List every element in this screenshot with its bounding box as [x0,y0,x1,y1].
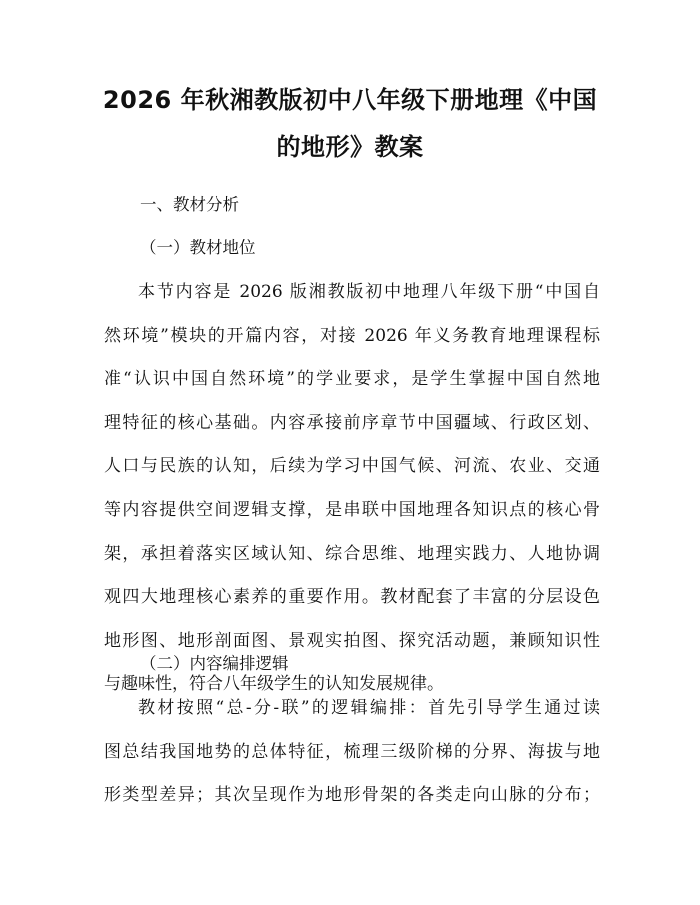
paragraph-line: 教材按照“总-分-联”的逻辑编排：首先引导学生通过读 [138,698,600,718]
subsection-heading-textbook-position: （一）教材地位 [140,238,256,257]
document-title-line-1: 2026 年秋湘教版初中八年级下册地理《中国 [102,86,598,114]
paragraph-line: 然环境”模块的开篇内容，对接 2026 年义务教育地理课程标 [104,325,600,346]
document-title-line-2: 的地形》教案 [276,133,424,161]
paragraph-content-logic [104,698,600,829]
paragraph-textbook-position [104,282,600,718]
paragraph-line: 形类型差异；其次呈现作为地形骨架的各类走向山脉的分布； [104,785,600,806]
section-heading-textbook-analysis: 一、教材分析 [140,195,239,214]
paragraph-line: 本节内容是 2026 版湘教版初中地理八年级下册“中国自 [138,282,600,302]
paragraph-line: 等内容提供空间逻辑支撑，是串联中国地理各知识点的核心骨 [104,499,600,520]
paragraph-line: 图总结我国地势的总体特征，梳理三级阶梯的分界、海拔与地 [104,741,600,762]
subsection-heading-content-logic: （二）内容编排逻辑 [140,654,289,673]
paragraph-line: 架，承担着落实区域认知、综合思维、地理实践力、人地协调 [104,543,600,564]
paragraph-line: 准“认识中国自然环境”的学业要求，是学生掌握中国自然地 [104,369,600,390]
paragraph-line: 观四大地理核心素养的重要作用。教材配套了丰富的分层设色 [104,587,600,608]
paragraph-line: 地形图、地形剖面图、景观实拍图、探究活动题，兼顾知识性 [104,630,600,651]
paragraph-line: 理特征的核心基础。内容承接前序章节中国疆域、行政区划、 [104,412,600,433]
paragraph-line: 与趣味性，符合八年级学生的认知发展规律。 [104,674,444,695]
paragraph-line: 人口与民族的认知，后续为学习中国气候、河流、农业、交通 [104,456,600,477]
